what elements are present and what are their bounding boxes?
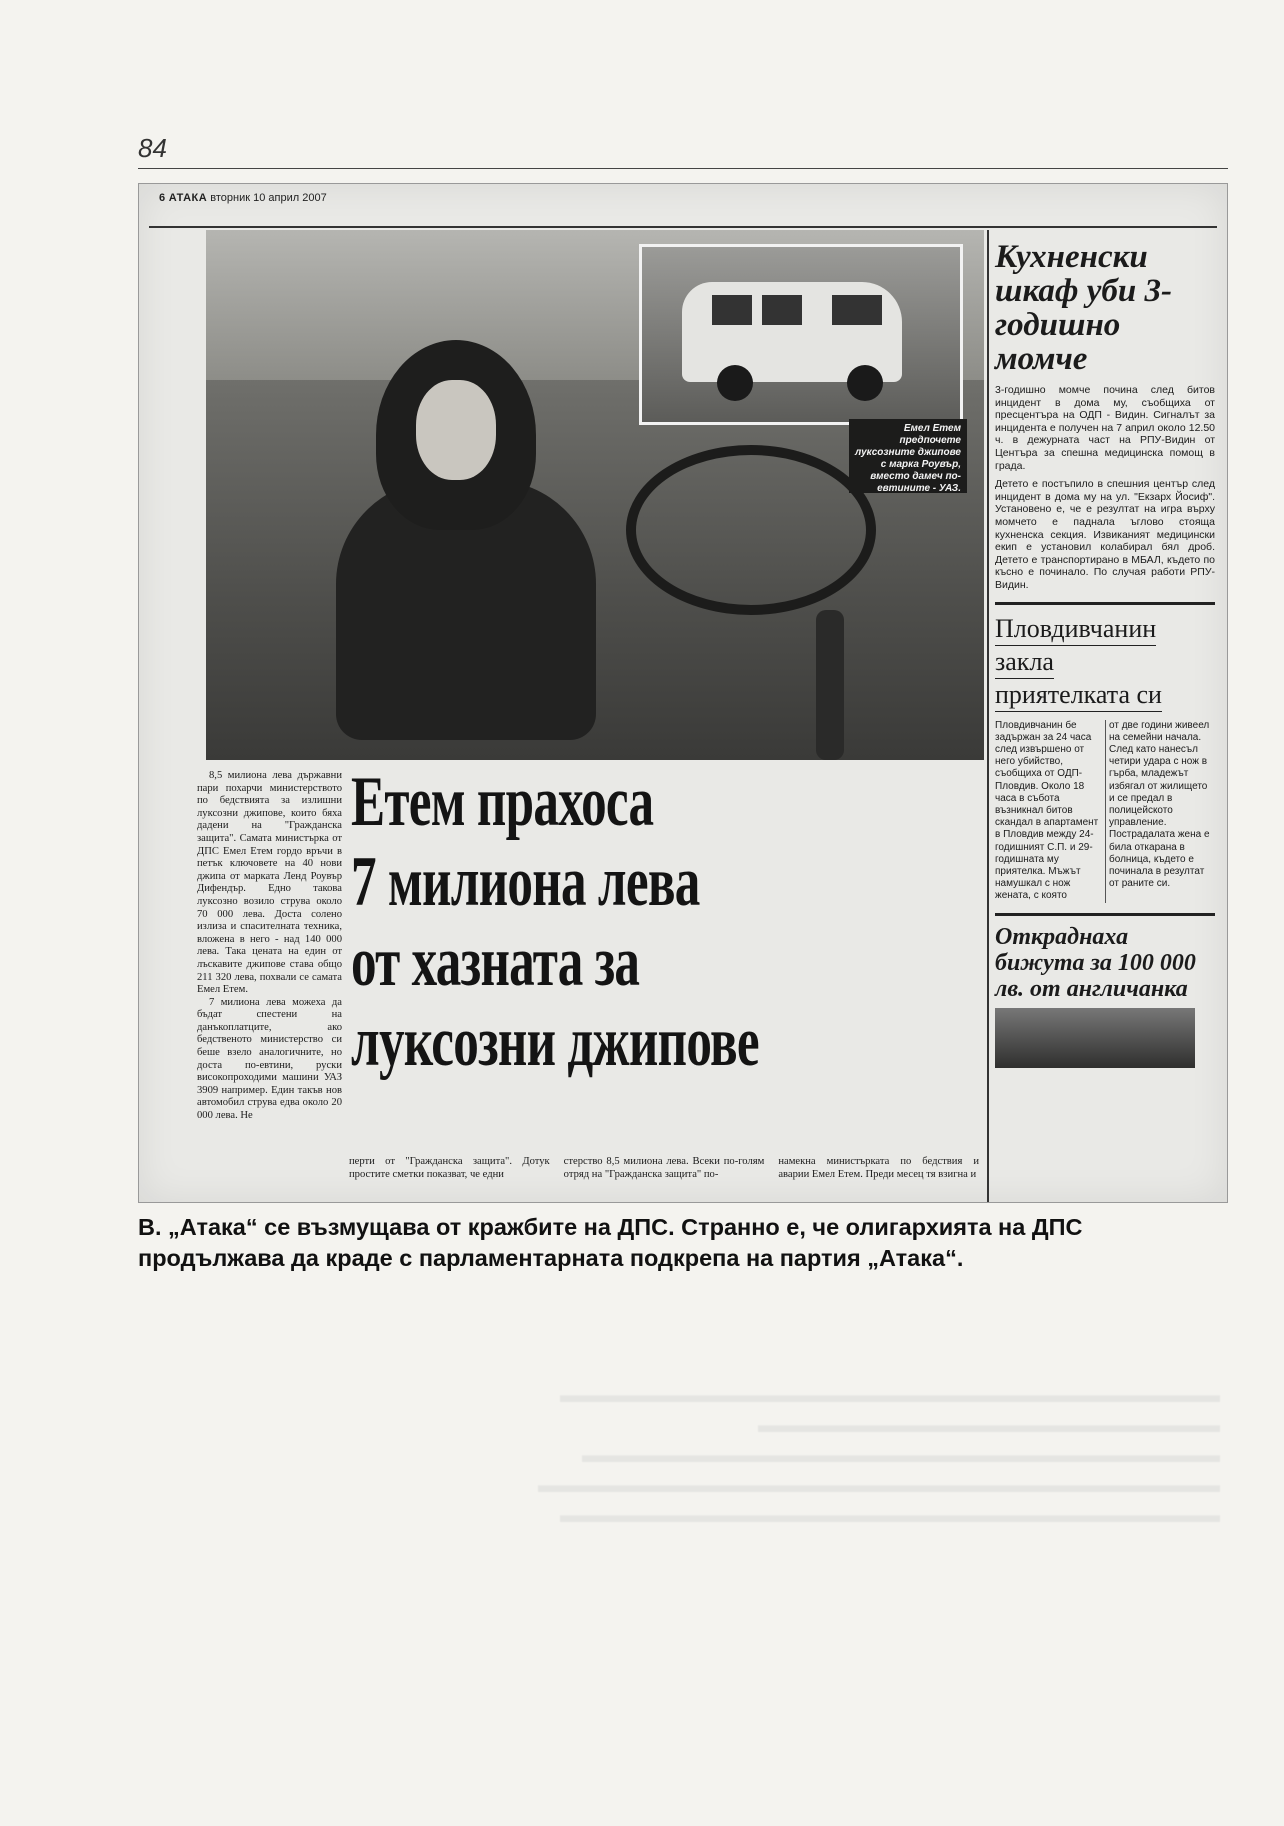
- side-story-title: Откраднаха бижута за 100 000 лв. от англичанка: [995, 923, 1196, 1002]
- van-window: [762, 295, 802, 325]
- article-body-bottom: [349, 1156, 979, 1203]
- bleed-through-text: ▬▬▬▬▬▬▬▬▬▬▬▬▬▬▬▬▬▬▬▬▬▬▬▬▬▬▬▬▬▬ ▬▬▬▬▬▬▬▬▬▬▬▬▬▬▬▬▬▬▬▬▬ ▬▬▬▬▬▬▬▬▬▬▬▬▬▬▬▬▬▬▬▬▬▬▬▬▬▬▬▬▬ ▬▬▬▬▬▬▬▬▬▬▬▬▬▬▬▬▬▬▬▬▬▬▬▬▬▬▬▬▬▬▬ ▬▬▬▬▬▬▬▬▬▬▬▬▬▬▬▬▬▬▬▬▬▬▬▬▬▬▬▬▬▬: [538, 1382, 1220, 1527]
- side-separator: [995, 602, 1215, 605]
- side-column: [995, 230, 1215, 1202]
- article-paragraph: стерство 8,5 милиона лева. Всеки по-голям отряд на "Гражданска защита" по-: [563, 1156, 765, 1180]
- inset-photo-van: [639, 244, 963, 425]
- headline-line: Етем прахоса: [351, 763, 654, 841]
- article-paragraph: 8,5 милиона лева държавни пари похарчи министерството по бедствията за излишни луксозни джипове, които бяха дадени на "Гражданска защита". Самата министърка от ДПС Емел Етем гордо връчи в петък ключовете на 40 нови джипа от марката Ленд Роувър Дифендър. Едно такова луксозно возило струва около 70 000 лева. Доста солено излиза и спасителната техника, вложена в него - над 140 000 лева. Така цената на един от лъскавите джипове става общо 211 320 лева, похвали се самата Емел Етем.: [197, 770, 342, 996]
- van-window: [712, 295, 752, 325]
- masthead: [159, 192, 327, 204]
- headline-line: 7 милиона лева: [351, 843, 700, 921]
- side-column-rule: [987, 230, 989, 1202]
- side-story-title-line: закла: [995, 646, 1054, 679]
- side-story-photo: [995, 1008, 1195, 1068]
- top-rule: [138, 168, 1228, 169]
- side-story-paragraph: Детето е постъпило в спешния център след инцидент в дома му на ул. "Екзарх Йосиф". Установено е, че е резултат на игра върху момчето е паднала ъглово стояща кухненска секция. Извиканият медицински екип е установил колабирал бял дроб. Детето е транспортирано в МБАЛ, където по късно е починало. По случая работи РПУ-Видин.: [995, 478, 1215, 591]
- figure-caption: В. „Атака“ се възмущава от кражбите на ДПС. Странно е, че олигархията на ДПС продължава да краде с парламентарната подкрепа на партия „Атака“.: [138, 1214, 1083, 1271]
- newspaper-clipping: [138, 183, 1228, 1203]
- photo-caption: Емел Етем предпочете луксозните джипове с марка Роувър, вместо дамеч по-евтините - УАЗ.: [849, 419, 967, 493]
- side-story-title-line: приятелката си: [995, 679, 1162, 712]
- page-number: 84: [138, 133, 167, 163]
- side-separator: [995, 913, 1215, 916]
- van-tire: [717, 365, 753, 401]
- side-story-title: Кухненски шкаф уби 3-годишно момче: [995, 239, 1172, 377]
- side-story-paragraph: 3-годишно момче почина след битов инцидент в дома му, съобщиха от пресцентъра на ОДП - Видин. Сигналът за инцидента е получен на 7 април около 12.50 ч. в дежурната част на РПУ-Видин от Центъра за спешна медицинска помощ в града.: [995, 384, 1215, 472]
- article-paragraph: перти от "Гражданска защита". Дотук простите сметки показват, че едни: [349, 1156, 550, 1180]
- side-story-paragraph: от две години живеел на семейни начала. След като нанесъл четири удара с нож в гърба, младежът избягал от жилището и се предал в полицейското управление. Пострадалата жена е била откарана в болница, където е починала в резултат от раните си.: [1109, 719, 1210, 890]
- van-window: [832, 295, 882, 325]
- van-tire: [847, 365, 883, 401]
- masthead-rule: [149, 226, 1217, 228]
- photo-gear-stick: [816, 610, 844, 760]
- side-story-columns: [995, 720, 1215, 903]
- photo-steering-wheel: [626, 445, 876, 615]
- side-story-title-line: Пловдивчанин: [995, 613, 1156, 646]
- side-story-paragraph: Пловдивчанин бе задържан за 24 часа след извършено от него убийство, съобщиха от ОДП-Пловдив. Около 18 часа в събота възникнал битов скандал в апартамент в Пловдив между 24-годишният С.П. и 29-годишната му приятелка. Мъжът намушкал с нож жената, с която: [995, 719, 1099, 902]
- headline-line: от хазната за: [351, 923, 640, 1001]
- article-body-column: [197, 770, 342, 1202]
- headline: [351, 762, 797, 1082]
- masthead-paper: АТАКА: [168, 192, 208, 204]
- article-paragraph: 7 милиона лева можеха да бъдат спестени на данъкоплатците, ако бедственото министерство си беше взело аналогичните, но доста по-евтини, руски високопроходими машини УАЗ 3909 например. Един такъв нов автомобил струва едва около 20 000 лева. Не: [197, 996, 342, 1122]
- headline-line: луксозни джипове: [351, 1003, 759, 1081]
- masthead-date: вторник 10 април 2007: [210, 192, 327, 204]
- photo-figure-face: [416, 380, 496, 480]
- article-paragraph: намекна министърката по бедствия и аварии Емел Етем. Преди месец тя взигна и: [778, 1156, 979, 1180]
- masthead-page: 6: [159, 192, 166, 204]
- side-story-title: [995, 613, 1215, 712]
